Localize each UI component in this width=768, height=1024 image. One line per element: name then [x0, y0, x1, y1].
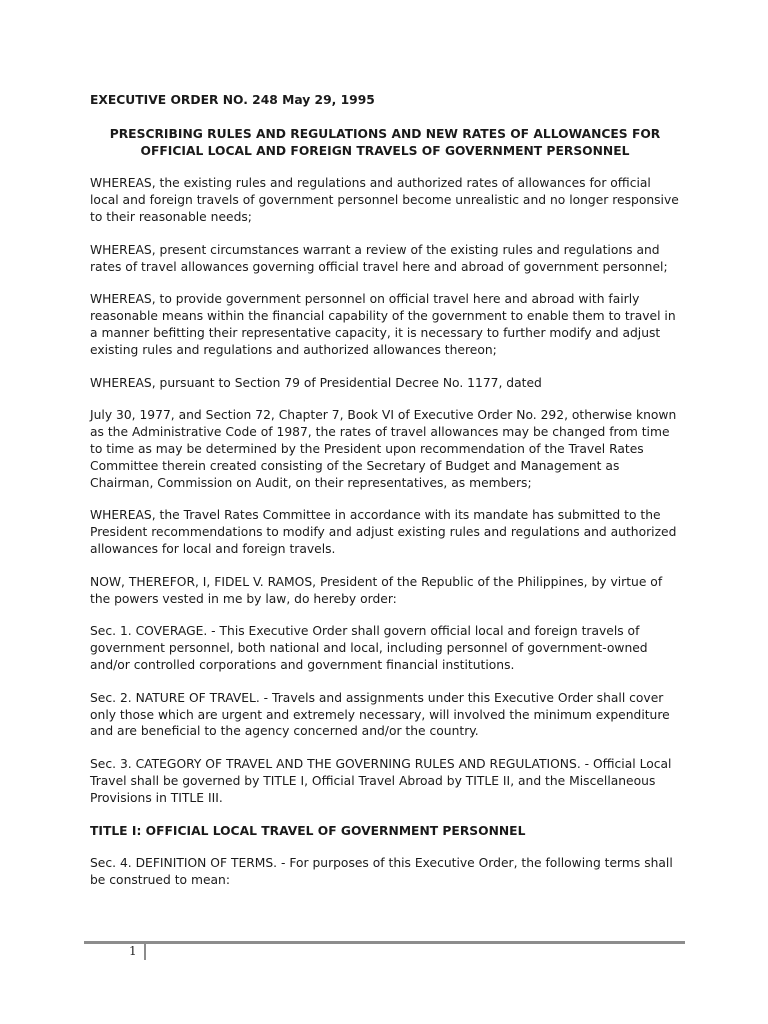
- paragraph-whereas-1: WHEREAS, the existing rules and regulations and authorized rates of allowances for official local and foreign travels of government personnel become unrealistic and no longer responsive to their reasonable needs;: [90, 176, 679, 224]
- footer-rule: [84, 941, 685, 944]
- document-body: [90, 92, 680, 905]
- executive-order-subtitle: PRESCRIBING RULES AND REGULATIONS AND NEW RATES OF ALLOWANCES FOR OFFICIAL LOCAL AND FOREIGN TRAVELS OF GOVERNMENT PERSONNEL: [109, 126, 661, 158]
- paragraph-sec-3: Sec. 3. CATEGORY OF TRAVEL AND THE GOVERNING RULES AND REGULATIONS. - Official Local Travel shall be governed by TITLE I, Official Travel Abroad by TITLE II, and the Miscellaneous Provisions in TITLE III.: [90, 757, 672, 805]
- paragraph-whereas-3: WHEREAS, to provide government personnel on official travel here and abroad with fairly reasonable means within the financial capability of the government to enable them to travel in a manner befitting their representative capacity, it is necessary to further modify and adjust existing rules and regulations and authorized allowances thereon;: [90, 292, 676, 357]
- paragraph-whereas-2: WHEREAS, present circumstances warrant a review of the existing rules and regulations and rates of travel allowances governing official travel here and abroad of government personnel;: [90, 242, 668, 274]
- page-number: 1: [129, 944, 137, 958]
- paragraph-sec-4: Sec. 4. DEFINITION OF TERMS. - For purposes of this Executive Order, the following terms shall be construed to mean:: [90, 856, 673, 888]
- paragraph-sec-2: Sec. 2. NATURE OF TRAVEL. - Travels and assignments under this Executive Order shall cover only those which are urgent and extremely necessary, will involved the minimum expenditure and are beneficial to the agency concerned and/or the country.: [90, 690, 670, 739]
- page-number-divider: [144, 941, 146, 960]
- paragraph-sec-1: Sec. 1. COVERAGE. - This Executive Order shall govern official local and foreign travels of government personnel, both national and local, including personnel of government-owned and/or controlled corporations and government financial institutions.: [90, 624, 648, 672]
- paragraph-now-therefor: NOW, THEREFOR, I, FIDEL V. RAMOS, President of the Republic of the Philippines, by virtue of the powers vested in me by law, do hereby order:: [90, 574, 663, 606]
- paragraph-date-continuation: July 30, 1977, and Section 72, Chapter 7, Book VI of Executive Order No. 292, otherwise known as the Administrative Code of 1987, the rates of travel allowances may be changed from time to time as may be determined by the President upon recommendation of the Travel Rates Committee therein created consisting of the Secretary of Budget and Management as Chairman, Commission on Audit, on their representatives, as members;: [90, 408, 677, 490]
- paragraph-whereas-4: WHEREAS, pursuant to Section 79 of Presidential Decree No. 1177, dated: [90, 375, 542, 390]
- executive-order-heading: EXECUTIVE ORDER NO. 248 May 29, 1995: [90, 93, 375, 107]
- paragraph-whereas-5: WHEREAS, the Travel Rates Committee in accordance with its mandate has submitted to the President recommendations to modify and adjust existing rules and regulations and authorized allowances for local and foreign travels.: [90, 508, 677, 556]
- title-i-heading: TITLE I: OFFICIAL LOCAL TRAVEL OF GOVERNMENT PERSONNEL: [90, 823, 526, 838]
